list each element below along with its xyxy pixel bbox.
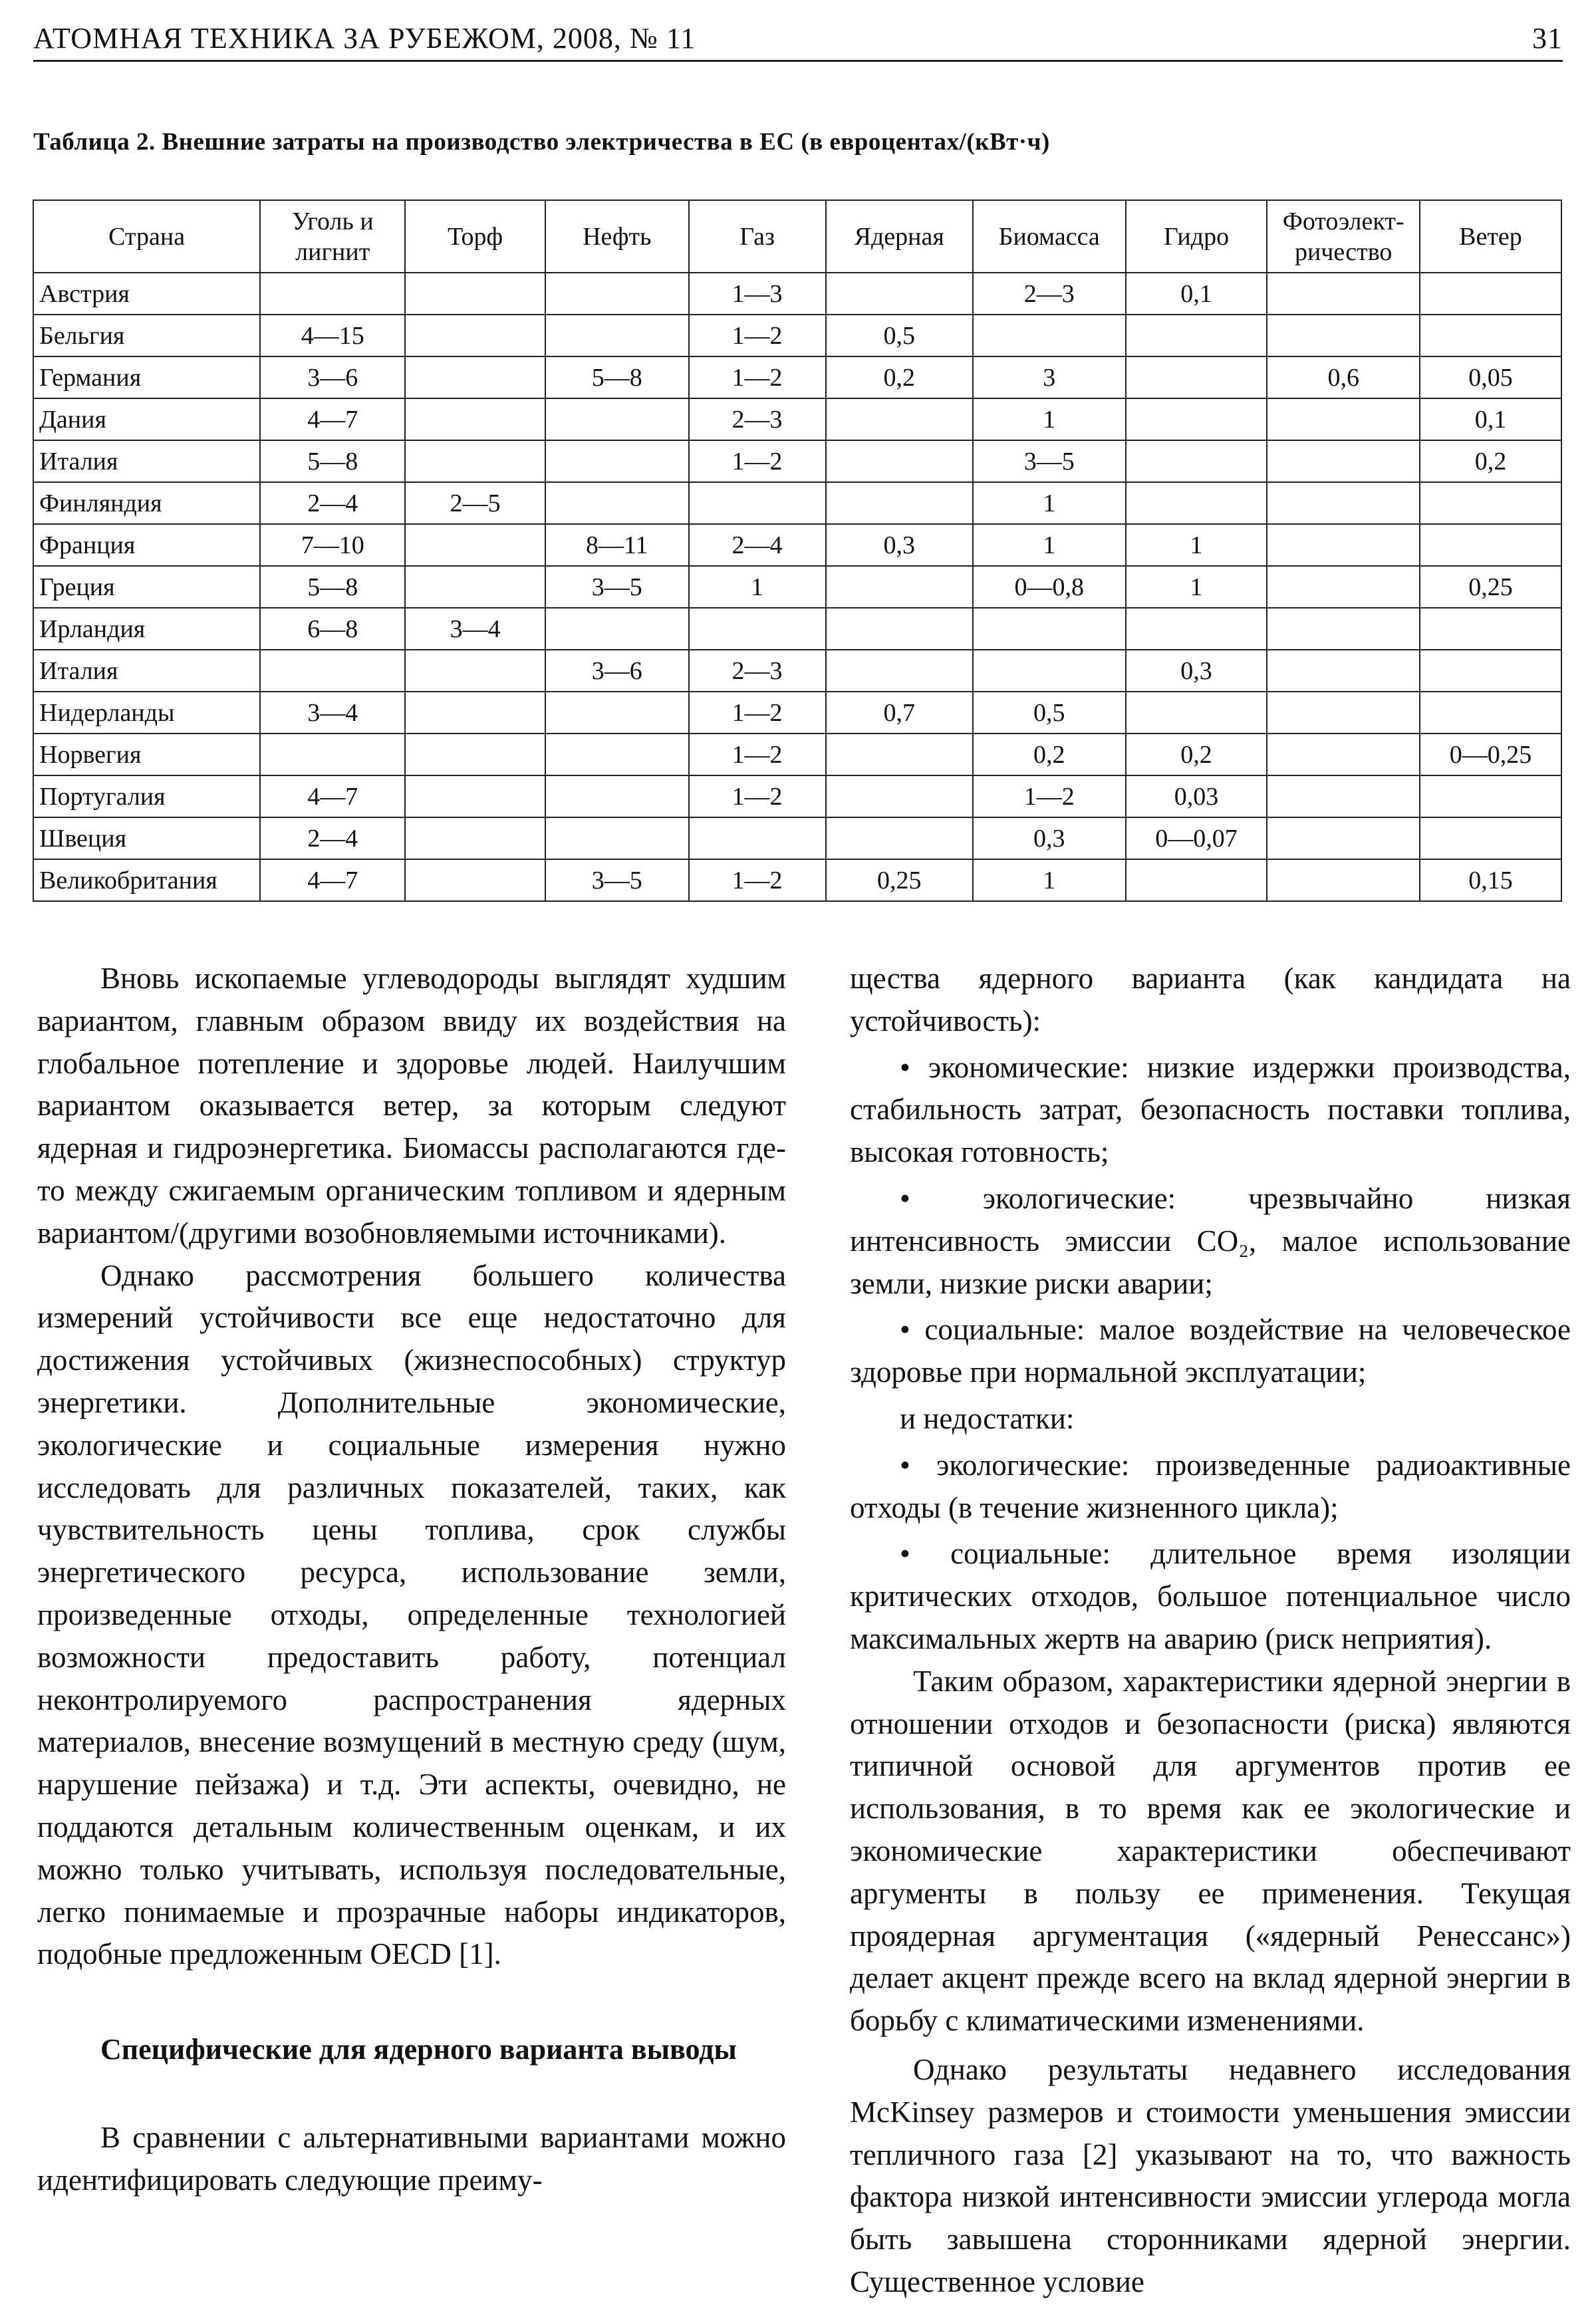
value-cell: 0,2 xyxy=(1126,734,1267,775)
value-cell xyxy=(826,650,973,692)
value-cell: 5—8 xyxy=(545,356,689,398)
value-cell: 0,6 xyxy=(1267,356,1419,398)
table-row xyxy=(33,524,1561,566)
column-header: Гидро xyxy=(1126,200,1267,273)
value-cell xyxy=(1267,859,1419,901)
table-row xyxy=(33,817,1561,859)
country-cell: Германия xyxy=(33,356,260,398)
value-cell: 1—2 xyxy=(689,775,826,817)
value-cell: 0,1 xyxy=(1420,398,1561,440)
value-cell xyxy=(973,315,1126,356)
value-cell xyxy=(1420,273,1561,315)
country-cell: Франция xyxy=(33,524,260,566)
value-cell xyxy=(405,859,545,901)
value-cell xyxy=(545,398,689,440)
value-cell: 3—5 xyxy=(545,859,689,901)
country-cell: Дания xyxy=(33,398,260,440)
value-cell xyxy=(689,817,826,859)
paragraph: Вновь ископаемые углеводороды выглядят худшим вариантом, главным образом ввиду их воздействия на глобальное потепление и здоровье людей. Наилучшим вариантом оказывается ветер, за которым следуют ядерная и гидроэнергетика. Биомассы располагаются где-то между сжигаемым органическим топливом и ядерным вариантом/(другими возобновляемыми источниками). xyxy=(37,962,786,1250)
bullet-item: • социальные: длительное время изоляции критических отходов, большое потенциальное число максимальных жертв на аварию (риск неприятия). xyxy=(850,1537,1571,1655)
value-cell xyxy=(405,775,545,817)
running-header xyxy=(33,19,1563,62)
value-cell: 0,3 xyxy=(1126,650,1267,692)
value-cell: 0,15 xyxy=(1420,859,1561,901)
value-cell: 0—0,8 xyxy=(973,566,1126,608)
column-header: Газ xyxy=(689,200,826,273)
journal-title: АТОМНАЯ ТЕХНИКА ЗА РУБЕЖОМ, 2008, № 11 xyxy=(33,22,696,55)
value-cell xyxy=(545,440,689,482)
value-cell xyxy=(545,817,689,859)
value-cell: 4—15 xyxy=(260,315,405,356)
value-cell: 5—8 xyxy=(260,566,405,608)
value-cell xyxy=(1420,817,1561,859)
value-cell: 0,3 xyxy=(826,524,973,566)
country-cell: Великобритания xyxy=(33,859,260,901)
value-cell: 3—5 xyxy=(973,440,1126,482)
country-cell: Ирландия xyxy=(33,608,260,650)
country-cell: Швеция xyxy=(33,817,260,859)
value-cell xyxy=(1267,734,1419,775)
value-cell: 0,1 xyxy=(1126,273,1267,315)
value-cell xyxy=(545,608,689,650)
value-cell: 1—2 xyxy=(689,692,826,734)
value-cell xyxy=(405,817,545,859)
paragraph: Однако результаты недавнего исследования McKinsey размеров и стоимости уменьшения эмиссии тепличного газа [2] указывают на то, что важность фактора низкой интенсивности эмиссии углерода могла быть завышена сторонниками ядерной энергии. Существенное условие xyxy=(850,2052,1571,2298)
value-cell: 1 xyxy=(1126,566,1267,608)
value-cell xyxy=(260,273,405,315)
left-text-column xyxy=(37,958,786,2202)
value-cell: 3—6 xyxy=(260,356,405,398)
table-row xyxy=(33,398,1561,440)
value-cell xyxy=(1420,482,1561,524)
table-row xyxy=(33,608,1561,650)
value-cell: 3—4 xyxy=(405,608,545,650)
value-cell: 1—2 xyxy=(689,440,826,482)
value-cell: 3—4 xyxy=(260,692,405,734)
value-cell xyxy=(545,734,689,775)
value-cell: 2—3 xyxy=(689,398,826,440)
value-cell xyxy=(545,315,689,356)
value-cell: 3—5 xyxy=(545,566,689,608)
value-cell: 1—2 xyxy=(689,356,826,398)
value-cell xyxy=(1420,315,1561,356)
table-row xyxy=(33,440,1561,482)
value-cell: 0,2 xyxy=(826,356,973,398)
column-header: Ветер xyxy=(1420,200,1561,273)
value-cell: 2—5 xyxy=(405,482,545,524)
page-number: 31 xyxy=(1532,22,1563,55)
value-cell xyxy=(1267,315,1419,356)
value-cell xyxy=(1420,650,1561,692)
value-cell xyxy=(1126,859,1267,901)
paragraph: В сравнении с альтернативными вариантами можно идентифицировать следующие преиму- xyxy=(37,2121,786,2197)
value-cell xyxy=(405,692,545,734)
value-cell xyxy=(1267,524,1419,566)
value-cell xyxy=(1420,775,1561,817)
value-cell: 0,03 xyxy=(1126,775,1267,817)
country-cell: Бельгия xyxy=(33,315,260,356)
value-cell: 1 xyxy=(973,524,1126,566)
table-row xyxy=(33,482,1561,524)
value-cell: 0,3 xyxy=(973,817,1126,859)
value-cell: 1—2 xyxy=(689,734,826,775)
country-cell: Италия xyxy=(33,650,260,692)
value-cell xyxy=(405,566,545,608)
paragraph: Однако рассмотрения большего количества измерений устойчивости все еще недостаточно для достижения устойчивых (жизнеспособных) структур энергетики. Дополнительные экономические, экологические и социальные измерения нужно исследовать для различных показателей, таких, как чувствительность цены топлива, срок службы энергетического ресурса, использование земли, произведенные отходы, определенные технологией возможности предоставить работу, потенциал неконтролируемого распространения ядерных материалов, внесение возмущений в местную среду (шум, нарушение пейзажа) и т.д. Эти аспекты, очевидно, не поддаются детальным количественным оценкам, и их можно только учитывать, используя последовательные, легко понимаемые и прозрачные наборы индикаторов, подобные предложенным OECD [1]. xyxy=(37,1258,786,1971)
value-cell xyxy=(1267,692,1419,734)
value-cell: 1—3 xyxy=(689,273,826,315)
column-header: Нефть xyxy=(545,200,689,273)
value-cell: 2—3 xyxy=(973,273,1126,315)
value-cell xyxy=(545,692,689,734)
country-cell: Нидерланды xyxy=(33,692,260,734)
bullet-item: • экономические: низкие издержки производства, стабильность затрат, безопасность поставки топлива, высокая готовность; xyxy=(850,1050,1571,1169)
country-cell: Норвегия xyxy=(33,734,260,775)
table-row xyxy=(33,734,1561,775)
bullet-item: • экологические: произведенные радиоактивные отходы (в течение жизненного цикла); xyxy=(850,1448,1571,1524)
column-header: Биомасса xyxy=(973,200,1126,273)
value-cell xyxy=(826,273,973,315)
country-cell: Греция xyxy=(33,566,260,608)
column-header: Ядерная xyxy=(826,200,973,273)
value-cell: 1 xyxy=(973,398,1126,440)
value-cell xyxy=(405,734,545,775)
table-row xyxy=(33,859,1561,901)
value-cell xyxy=(689,482,826,524)
value-cell: 0,05 xyxy=(1420,356,1561,398)
value-cell: 1—2 xyxy=(973,775,1126,817)
value-cell xyxy=(1126,482,1267,524)
value-cell: 7—10 xyxy=(260,524,405,566)
bullet-item: • социальные: малое воздействие на человеческое здоровье при нормальной эксплуатации; xyxy=(850,1313,1571,1389)
value-cell xyxy=(1126,356,1267,398)
value-cell xyxy=(405,524,545,566)
column-header: Торф xyxy=(405,200,545,273)
value-cell xyxy=(826,566,973,608)
value-cell xyxy=(826,775,973,817)
table-row xyxy=(33,356,1561,398)
value-cell: 1—2 xyxy=(689,859,826,901)
value-cell xyxy=(545,482,689,524)
value-cell: 0—0,25 xyxy=(1420,734,1561,775)
value-cell: 4—7 xyxy=(260,859,405,901)
value-cell: 2—4 xyxy=(689,524,826,566)
value-cell: 3—6 xyxy=(545,650,689,692)
value-cell xyxy=(405,356,545,398)
column-header: Уголь и лигнит xyxy=(260,200,405,273)
value-cell xyxy=(1267,482,1419,524)
value-cell xyxy=(1267,440,1419,482)
value-cell xyxy=(1267,608,1419,650)
value-cell xyxy=(405,650,545,692)
value-cell: 1 xyxy=(1126,524,1267,566)
table-row xyxy=(33,650,1561,692)
value-cell xyxy=(1267,273,1419,315)
value-cell: 1 xyxy=(973,482,1126,524)
value-cell xyxy=(545,775,689,817)
value-cell xyxy=(405,398,545,440)
value-cell: 0—0,07 xyxy=(1126,817,1267,859)
external-costs-table xyxy=(33,200,1562,902)
value-cell: 0,25 xyxy=(826,859,973,901)
country-cell: Португалия xyxy=(33,775,260,817)
table-header-row xyxy=(33,200,1561,273)
value-cell: 4—7 xyxy=(260,775,405,817)
bullet-item: • экологические: чрезвычайно низкая интенсивность эмиссии CO₂, малое использование земли, низкие риски аварии; xyxy=(850,1181,1571,1300)
value-cell xyxy=(826,608,973,650)
value-cell: 5—8 xyxy=(260,440,405,482)
right-text-column xyxy=(850,958,1571,2304)
value-cell: 1 xyxy=(973,859,1126,901)
country-cell: Финляндия xyxy=(33,482,260,524)
value-cell: 4—7 xyxy=(260,398,405,440)
value-cell xyxy=(260,650,405,692)
value-cell: 1 xyxy=(689,566,826,608)
value-cell xyxy=(405,315,545,356)
value-cell xyxy=(405,440,545,482)
value-cell: 3 xyxy=(973,356,1126,398)
country-cell: Италия xyxy=(33,440,260,482)
value-cell: 0,2 xyxy=(1420,440,1561,482)
value-cell: 0,5 xyxy=(826,315,973,356)
value-cell: 0,25 xyxy=(1420,566,1561,608)
value-cell: 2—4 xyxy=(260,817,405,859)
value-cell: 1—2 xyxy=(689,315,826,356)
value-cell xyxy=(1267,398,1419,440)
value-cell: 0,2 xyxy=(973,734,1126,775)
value-cell xyxy=(1420,608,1561,650)
table-row xyxy=(33,775,1561,817)
value-cell xyxy=(826,440,973,482)
value-cell: 0,7 xyxy=(826,692,973,734)
column-header: Фотоэлект-ричество xyxy=(1267,200,1419,273)
value-cell xyxy=(1126,692,1267,734)
value-cell xyxy=(973,608,1126,650)
value-cell xyxy=(826,817,973,859)
value-cell xyxy=(1267,566,1419,608)
section-heading: Специфические для ядерного варианта выводы xyxy=(100,2033,737,2066)
value-cell xyxy=(826,734,973,775)
country-cell: Австрия xyxy=(33,273,260,315)
paragraph: Таким образом, характеристики ядерной энергии в отношении отходов и безопасности (риска) являются типичной основой для аргументов против ее использования, в то время как ее экологические и экономические характеристики обеспечивают аргументы в пользу ее применения. Текущая проядерная аргументация («ядерный Ренессанс») делает акцент прежде всего на вклад ядерной энергии в борьбу с климатическими изменениями. xyxy=(850,1664,1571,2038)
value-cell xyxy=(1420,524,1561,566)
table-row xyxy=(33,273,1561,315)
value-cell xyxy=(826,398,973,440)
table-caption: Таблица 2. Внешние затраты на производство электричества в ЕС (в евроцентах/(кВт·ч) xyxy=(33,128,1050,156)
value-cell xyxy=(405,273,545,315)
value-cell xyxy=(973,650,1126,692)
value-cell xyxy=(1267,775,1419,817)
value-cell xyxy=(689,608,826,650)
table-row xyxy=(33,692,1561,734)
value-cell xyxy=(1126,398,1267,440)
value-cell: 2—4 xyxy=(260,482,405,524)
value-cell xyxy=(260,734,405,775)
value-cell xyxy=(1126,315,1267,356)
value-cell: 6—8 xyxy=(260,608,405,650)
value-cell xyxy=(1126,608,1267,650)
value-cell xyxy=(826,482,973,524)
value-cell: 0,5 xyxy=(973,692,1126,734)
paragraph: и недостатки: xyxy=(900,1401,1075,1435)
value-cell xyxy=(1267,817,1419,859)
value-cell xyxy=(1126,440,1267,482)
value-cell xyxy=(545,273,689,315)
table-row xyxy=(33,315,1561,356)
table-row xyxy=(33,566,1561,608)
value-cell xyxy=(1267,650,1419,692)
paragraph: щества ядерного варианта (как кандидата на устойчивость): xyxy=(850,962,1571,1037)
value-cell xyxy=(1420,692,1561,734)
column-header: Страна xyxy=(33,200,260,273)
value-cell: 2—3 xyxy=(689,650,826,692)
value-cell: 8—11 xyxy=(545,524,689,566)
